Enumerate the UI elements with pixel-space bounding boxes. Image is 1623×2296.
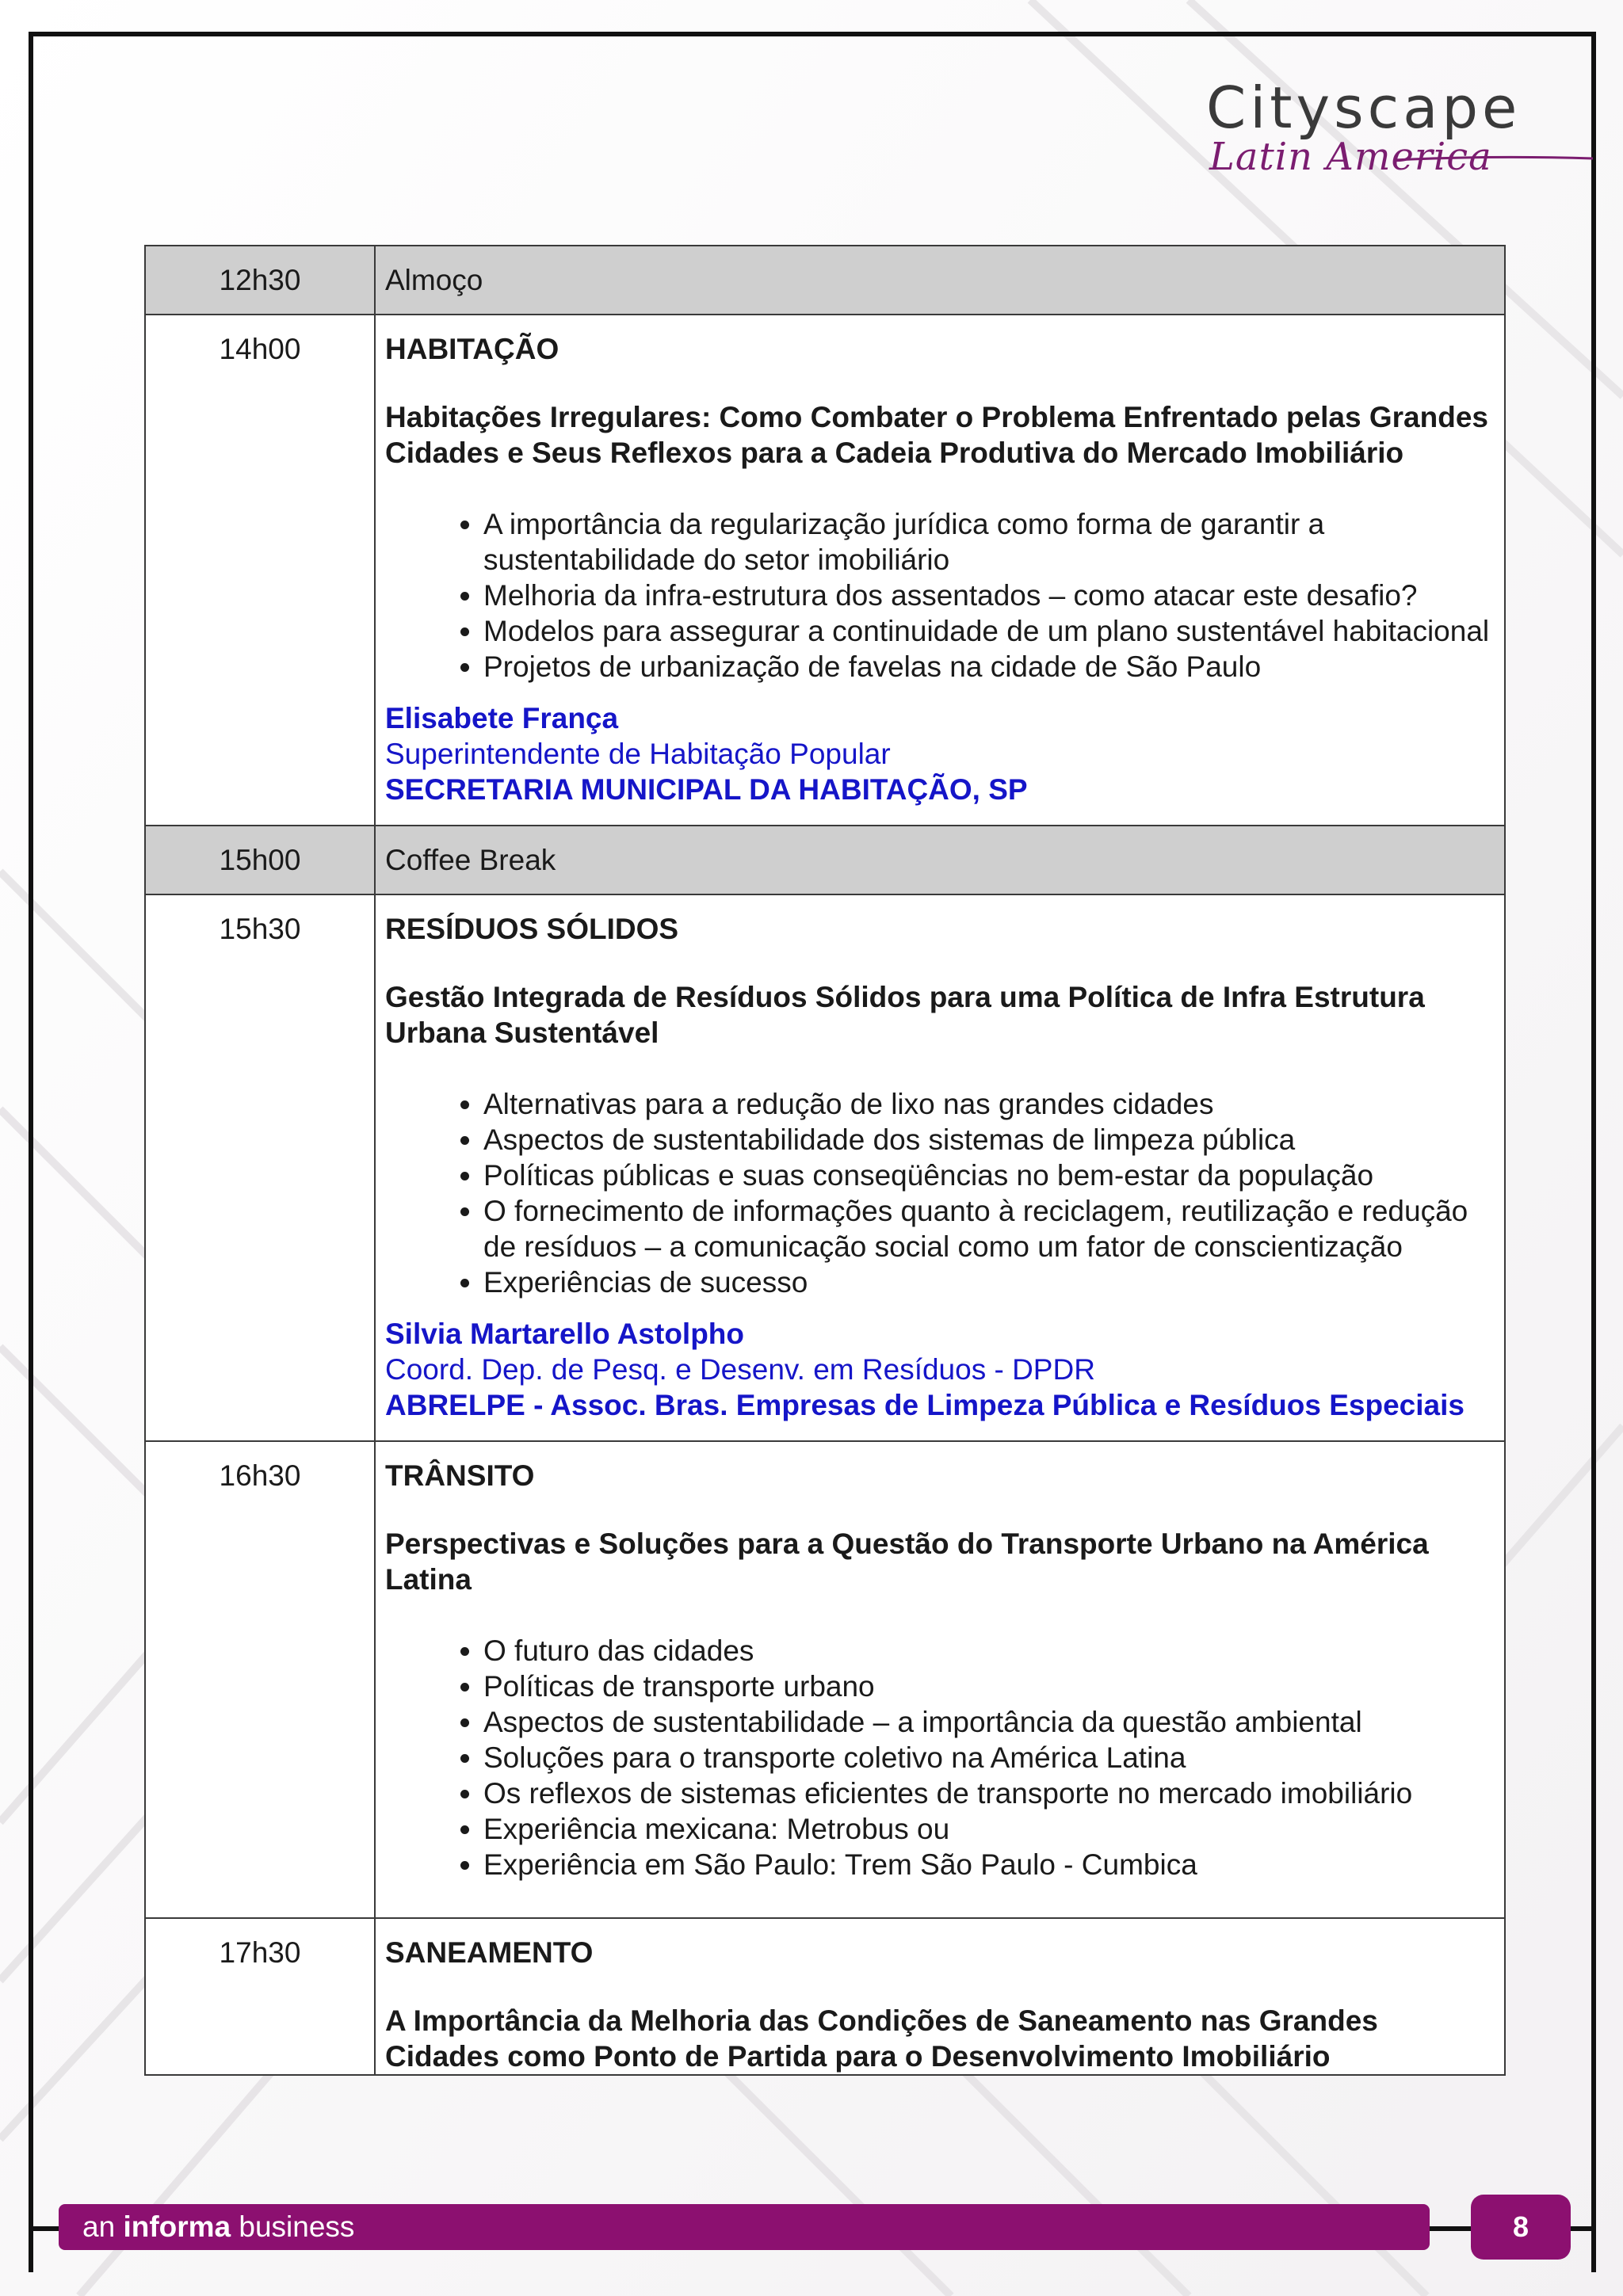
list-item: • Aspectos de sustentabilidade – a importância da questão ambiental — [483, 1704, 1491, 1740]
list-item: • Experiência em São Paulo: Trem São Paulo - Cumbica — [483, 1847, 1491, 1882]
tagline-brand: informa — [123, 2210, 231, 2243]
session-content — [375, 1918, 1505, 2075]
section-heading: TRÂNSITO — [385, 1459, 535, 1492]
list-item: • A importância da regularização jurídica como forma de garantir a sustentabilidade do setor imobiliário — [483, 506, 1491, 578]
section-heading: RESÍDUOS SÓLIDOS — [385, 913, 679, 945]
topic-list — [385, 1086, 1491, 1300]
page-number: 8 — [1471, 2195, 1571, 2260]
time-cell: 16h30 — [145, 1441, 375, 1918]
time-cell: 17h30 — [145, 1918, 375, 2075]
schedule-table — [144, 245, 1506, 2076]
break-label: Coffee Break — [375, 826, 1505, 894]
session-title: A Importância da Melhoria das Condições de Saneamento nas Grandes Cidades como Ponto de Partida para o Desenvolvimento Imobiliário — [385, 2004, 1378, 2073]
schedule-row-saneamento — [145, 1918, 1505, 2075]
list-item: • O fornecimento de informações quanto à reciclagem, reutilização e redução de resíduos – a comunicação social como um fator de conscientização — [483, 1193, 1491, 1264]
list-item: • Experiência mexicana: Metrobus ou — [483, 1811, 1491, 1847]
logo-script-text: Latin America — [1209, 135, 1492, 179]
logo-wordmark: Cityscape — [1206, 74, 1522, 141]
speaker-name: Silvia Martarello Astolpho — [385, 1318, 744, 1350]
session-content — [375, 1441, 1505, 1918]
schedule-row-transito — [145, 1441, 1505, 1918]
list-item: • O futuro das cidades — [483, 1633, 1491, 1669]
cityscape-logo — [1189, 76, 1585, 187]
time-cell: 15h30 — [145, 894, 375, 1441]
schedule-row-coffee-break — [145, 826, 1505, 894]
session-content — [375, 315, 1505, 826]
informa-tagline — [82, 2210, 354, 2244]
tagline-prefix: an — [82, 2210, 116, 2243]
list-item: • Aspectos de sustentabilidade dos sistemas de limpeza pública — [483, 1122, 1491, 1158]
time-cell: 14h00 — [145, 315, 375, 826]
speaker-role: Superintendente de Habitação Popular — [385, 738, 891, 770]
list-item: • Modelos para assegurar a continuidade de um plano sustentável habitacional — [483, 613, 1491, 649]
footer-bar — [59, 2204, 1430, 2250]
session-content — [375, 894, 1505, 1441]
session-title: Perspectivas e Soluções para a Questão do Transporte Urbano na América Latina — [385, 1527, 1429, 1596]
list-item: • Políticas de transporte urbano — [483, 1669, 1491, 1704]
list-item: • Projetos de urbanização de favelas na cidade de São Paulo — [483, 649, 1491, 685]
schedule-row-residuos — [145, 894, 1505, 1441]
time-cell: 12h30 — [145, 246, 375, 315]
schedule-row-lunch — [145, 246, 1505, 315]
session-title: Gestão Integrada de Resíduos Sólidos para uma Política de Infra Estrutura Urbana Sustentável — [385, 981, 1425, 1049]
schedule-row-habitacao — [145, 315, 1505, 826]
topic-list — [385, 506, 1491, 685]
section-heading: SANEAMENTO — [385, 1936, 594, 1969]
break-label: Almoço — [375, 246, 1505, 315]
speaker-role: Coord. Dep. de Pesq. e Desenv. em Resíduos - DPDR — [385, 1353, 1095, 1386]
list-item: • Soluções para o transporte coletivo na América Latina — [483, 1740, 1491, 1775]
list-item: • Alternativas para a redução de lixo nas grandes cidades — [483, 1086, 1491, 1122]
speaker-organization: SECRETARIA MUNICIPAL DA HABITAÇÃO, SP — [385, 773, 1028, 806]
list-item: • Melhoria da infra-estrutura dos assentados – como atacar este desafio? — [483, 578, 1491, 613]
session-title: Habitações Irregulares: Como Combater o Problema Enfrentado pelas Grandes Cidades e Seus Reflexos para a Cadeia Produtiva do Mercado Imobiliário — [385, 401, 1488, 469]
speaker-organization: ABRELPE - Assoc. Bras. Empresas de Limpeza Pública e Resíduos Especiais — [385, 1389, 1465, 1421]
section-heading: HABITAÇÃO — [385, 333, 559, 365]
list-item: • Políticas públicas e suas conseqüências no bem-estar da população — [483, 1158, 1491, 1193]
list-item: • Os reflexos de sistemas eficientes de transporte no mercado imobiliário — [483, 1775, 1491, 1811]
list-item: • Experiências de sucesso — [483, 1264, 1491, 1300]
speaker-name: Elisabete França — [385, 702, 619, 734]
topic-list — [385, 1633, 1491, 1882]
time-cell: 15h00 — [145, 826, 375, 894]
tagline-suffix: business — [239, 2210, 355, 2243]
logo-swash-line — [1395, 152, 1593, 165]
